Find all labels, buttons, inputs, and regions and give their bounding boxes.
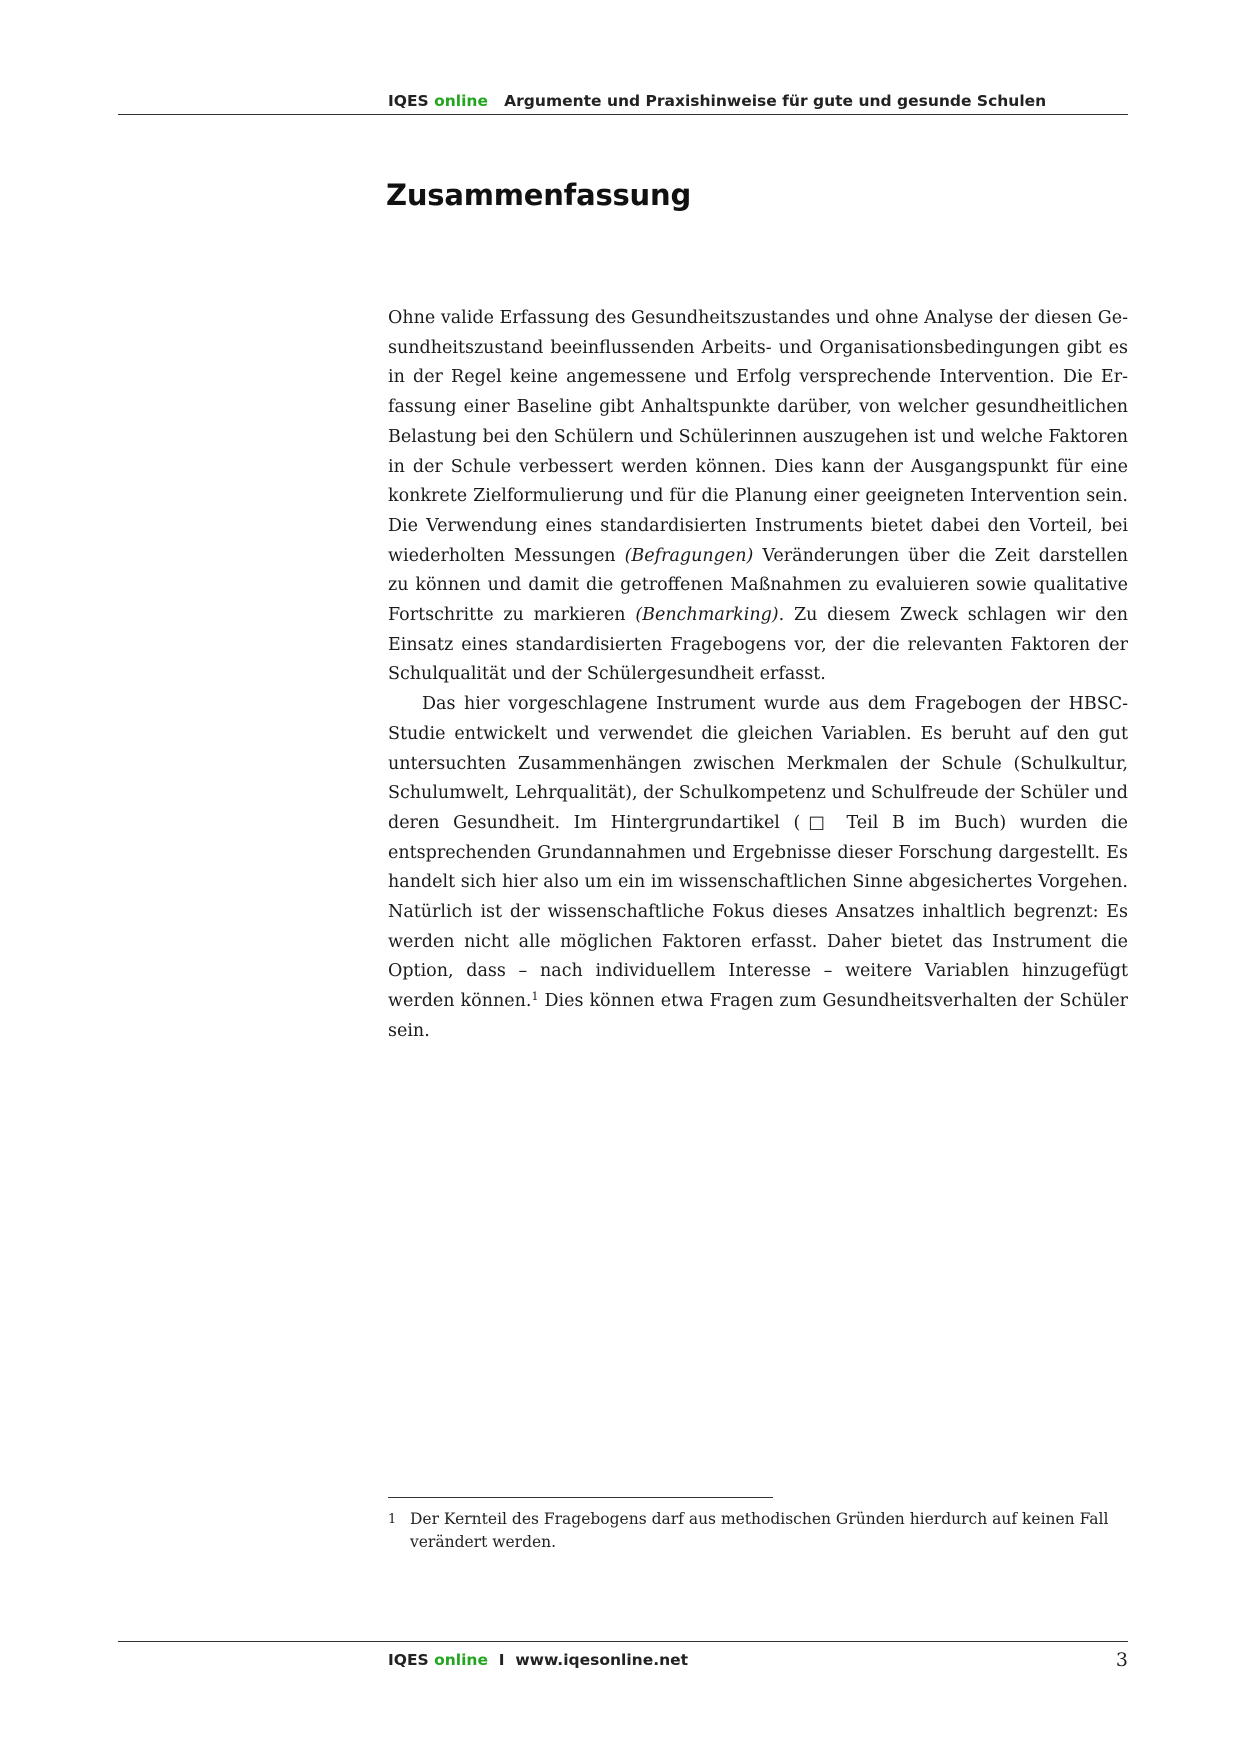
footer-brand-accent: online (434, 1651, 488, 1669)
paragraph-1-italic-2: (Benchmarking) (635, 605, 779, 626)
header-brand-accent: online (434, 92, 488, 110)
page-number: 3 (1115, 1649, 1128, 1671)
header-rule (118, 114, 1128, 115)
footnote (388, 1508, 1128, 1554)
paragraph-1-part-2: Veränderungen über die Zeit darstellen zu können und damit die getroffenen Maßnahmen zu evaluieren sowie qualitative Fortschritte zu markieren (388, 545, 1128, 626)
header-brand: IQES (388, 92, 429, 110)
paragraph-2 (388, 690, 1128, 1046)
footnote-number: 1 (388, 1512, 397, 1527)
running-footer (388, 1651, 688, 1669)
footer-separator: I (498, 1651, 505, 1669)
footnote-rule (388, 1497, 773, 1498)
page-title: Zusammenfassung (386, 178, 692, 212)
body-text (388, 304, 1128, 1047)
footnote-text: Der Kernteil des Fragebogens darf aus methodischen Gründen hierdurch auf keinen Fall verändert werden. (410, 1510, 1109, 1551)
paragraph-2-part-2: Dies können etwa Fragen zum Gesundheitsverhalten der Schüler sein. (388, 991, 1129, 1041)
header-subtitle: Argumente und Praxishinweise für gute und gesunde Schulen (504, 92, 1047, 110)
footnote-reference: 1 (531, 990, 539, 1004)
footer-rule (118, 1641, 1128, 1642)
running-header (388, 92, 1128, 110)
paragraph-2-part-1: Das hier vorgeschlagene Instrument wurde aus dem Fragebogen der HBSC-Studie entwickelt und verwendet die gleichen Variablen. Es beruht auf den gut untersuchten Zusammenhängen zwischen Merkmalen der Schule (Schulkultur, Schulumwelt, Lehrqualität), der Schulkompetenz und Schulfreude der Schüler und deren Gesundheit. Im Hintergrundartikel (□ Teil B im Buch) wurden die entsprechenden Grundannahmen und Ergebnisse dieser Forschung dargestellt. Es handelt sich hier also um ein im wissenschaftlichen Sinne abgesichertes Vorgehen. Natürlich ist der wissenschaftliche Fokus dieses Ansatzes inhaltlich begrenzt: Es werden nicht alle möglichen Faktoren erfasst. Daher bietet das Instrument die Option, dass – nach individuellem Interesse – weitere Variablen hinzugefügt werden können. (388, 694, 1128, 1012)
paragraph-1-part-3: . Zu diesem Zweck schlagen wir den Einsatz eines standardisierten Fragebogens vor, der die relevanten Faktoren der Schulqualität und der Schülergesundheit erfasst. (388, 605, 1128, 685)
footer-brand: IQES (388, 1651, 429, 1669)
footer-url-link[interactable]: www.iqesonline.net (515, 1651, 689, 1669)
paragraph-1 (388, 304, 1128, 690)
paragraph-1-part-1: Ohne valide Erfassung des Gesundheitszustandes und ohne Analyse der diesen Gesundheitszustand beeinflussenden Arbeits- und Organisationsbedingungen gibt es in der Regel keine angemessene und Erfolg versprechende Intervention. Die Erfassung einer Baseline gibt Anhaltspunkte darüber, von welcher gesundheitlichen Belastung bei den Schülern und Schülerinnen auszugehen ist und welche Faktoren in der Schule verbessert werden können. Dies kann der Ausgangspunkt für eine konkrete Zielformulierung und für die Planung einer geeigneten Intervention sein. Die Verwendung eines standardisierten Instruments bietet dabei den Vorteil, bei wiederholten Messungen (388, 308, 1128, 566)
paragraph-1-italic-1: (Befragungen) (624, 545, 754, 566)
